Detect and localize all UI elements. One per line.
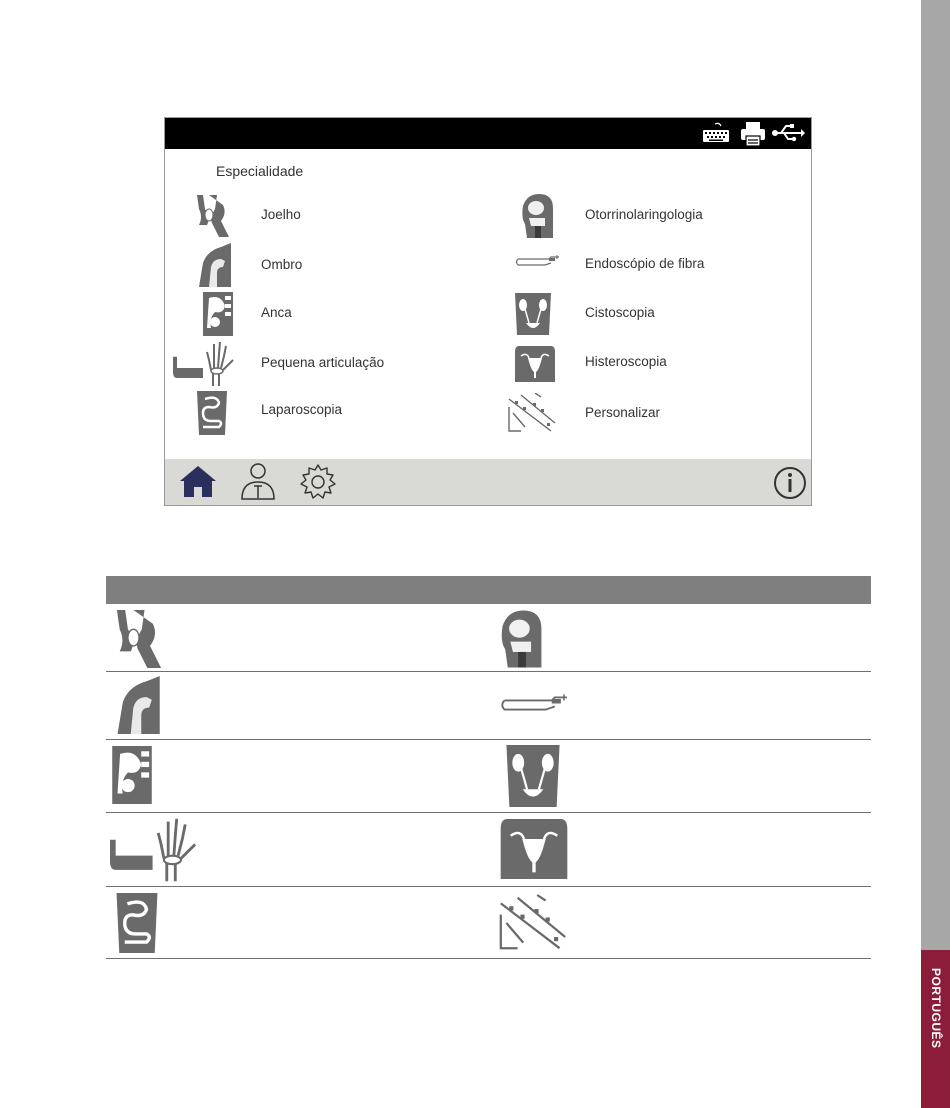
specialty-laparoscopy[interactable] (165, 389, 485, 433)
cystoscopy-icon (500, 745, 566, 807)
specialty-ent[interactable] (489, 193, 809, 237)
ent-icon (500, 610, 544, 668)
specialty-label: Pequena articulação (261, 355, 385, 370)
section-title: Especialidade (216, 163, 304, 179)
specialty-label: Otorrinolaringologia (585, 207, 703, 222)
knee-icon (195, 195, 231, 237)
fiber-endoscope-icon (515, 255, 561, 269)
side-strip (921, 0, 950, 1108)
language-tab (921, 950, 950, 1108)
hysteroscopy-icon (500, 819, 568, 879)
table-row (106, 604, 871, 672)
table-row (106, 740, 871, 813)
hip-icon (112, 746, 152, 804)
specialty-label: Personalizar (585, 405, 661, 420)
specialty-label: Joelho (261, 207, 301, 222)
specialty-hip[interactable] (165, 291, 485, 335)
printer-icon (738, 120, 768, 148)
table-header (106, 576, 871, 604)
shoulder-icon (195, 243, 231, 287)
specialty-shoulder[interactable] (165, 241, 485, 285)
language-tab-label: PORTUGUÊS (928, 968, 943, 1049)
customize-icon (507, 393, 557, 433)
specialty-label: Cistoscopia (585, 305, 655, 320)
specialty-knee[interactable] (165, 193, 485, 237)
small-joint-icon (110, 817, 198, 883)
knee-icon (112, 610, 166, 668)
customize-icon (498, 891, 568, 955)
keyboard-icon (701, 121, 731, 145)
ent-icon (521, 194, 555, 238)
specialty-customize[interactable] (489, 389, 809, 433)
user-icon[interactable] (239, 462, 277, 500)
specialty-small-joint[interactable] (165, 340, 485, 384)
specialty-screen (164, 117, 812, 506)
specialty-cystoscopy[interactable] (489, 291, 809, 335)
settings-icon[interactable] (299, 463, 337, 501)
home-icon[interactable] (179, 465, 217, 497)
fiber-endoscope-icon (500, 694, 570, 716)
status-bar (165, 118, 811, 149)
table-row (106, 813, 871, 887)
specialty-label: Laparoscopia (261, 402, 343, 417)
table-row (106, 887, 871, 959)
shoulder-icon (112, 676, 160, 734)
specialty-fiber-endoscope[interactable] (489, 241, 809, 285)
specialty-label: Ombro (261, 257, 303, 272)
hysteroscopy-icon (515, 346, 555, 382)
bottom-toolbar (165, 459, 811, 505)
specialty-hysteroscopy[interactable] (489, 340, 809, 384)
cystoscopy-icon (513, 293, 553, 335)
table-row (106, 672, 871, 740)
laparoscopy-icon (112, 893, 162, 953)
small-joint-icon (173, 342, 235, 386)
hip-icon (203, 292, 233, 336)
usb-icon (771, 122, 805, 144)
info-icon[interactable] (773, 466, 807, 500)
laparoscopy-icon (195, 391, 229, 435)
specialty-label: Endoscópio de fibra (585, 256, 705, 271)
specialty-label: Anca (261, 305, 292, 320)
specialty-label: Histeroscopia (585, 354, 667, 369)
